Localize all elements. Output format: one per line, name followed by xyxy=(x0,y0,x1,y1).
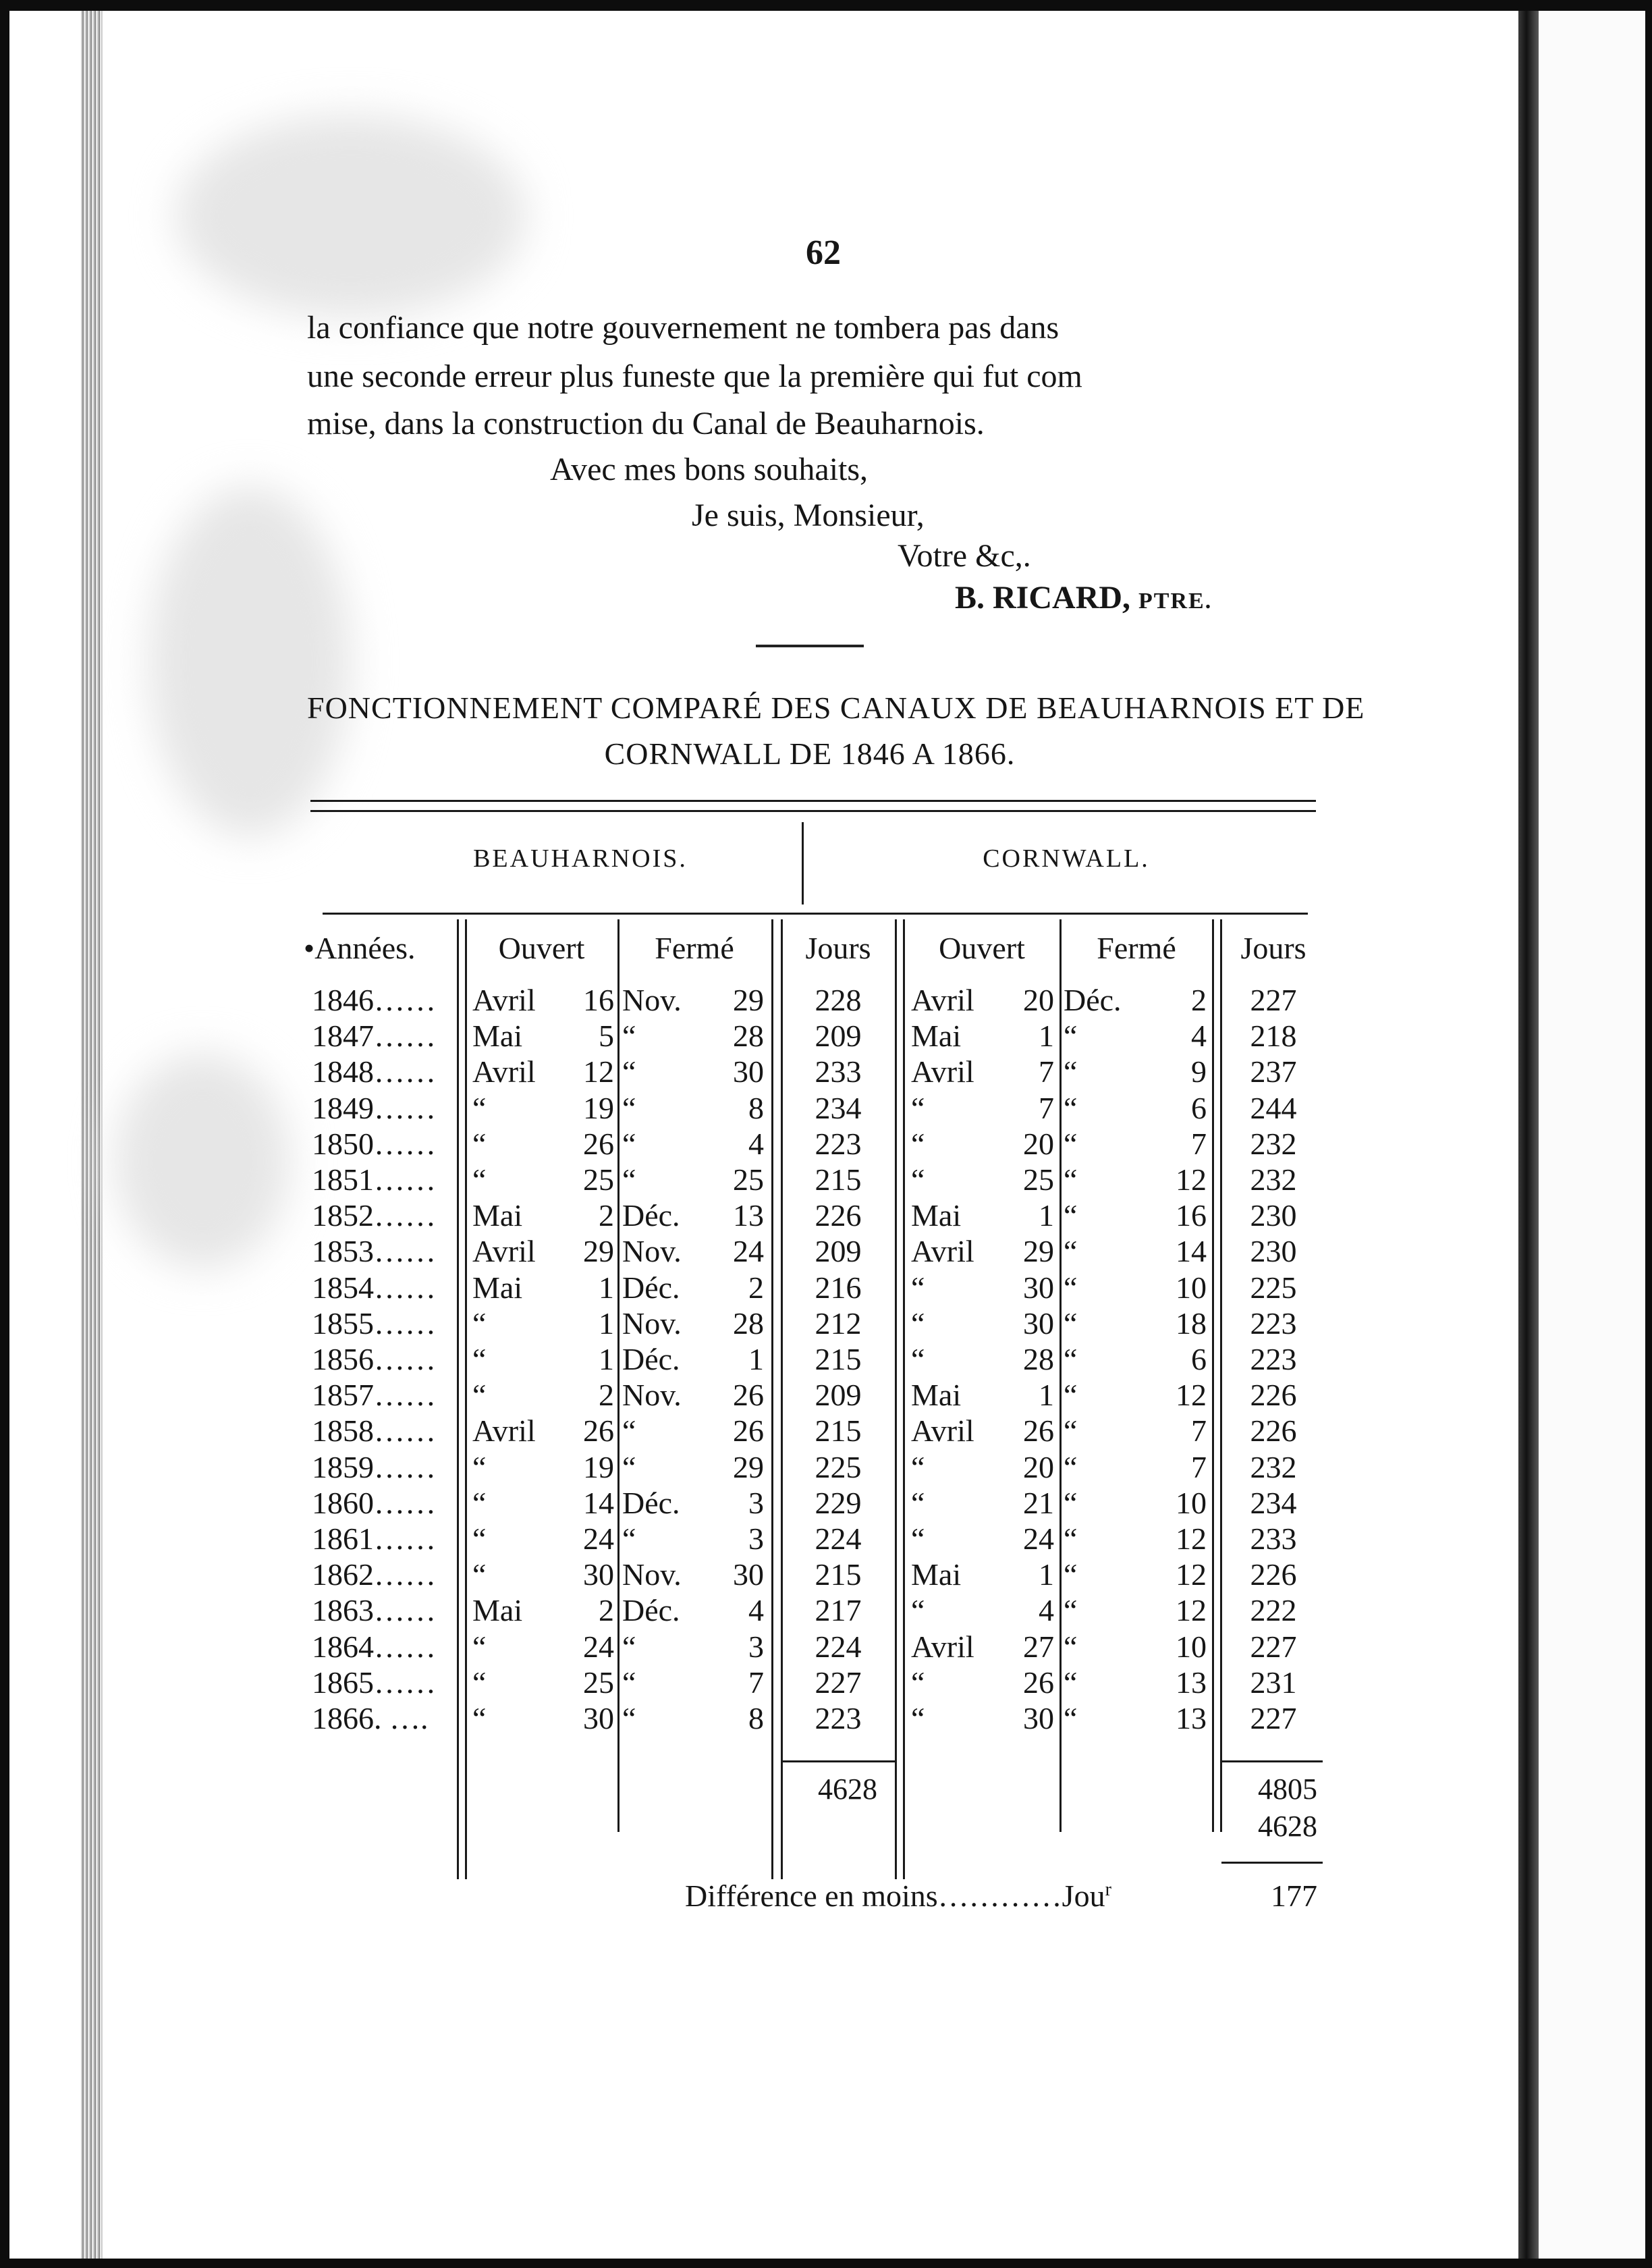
cell-year: 1853…… xyxy=(312,1234,436,1269)
cell-beauharnois-closed-month: “ xyxy=(622,1090,636,1125)
table-row xyxy=(0,982,1652,1018)
cell-cornwall-closed-day: 10 xyxy=(1176,1485,1207,1520)
cell-beauharnois-days: 215 xyxy=(815,1342,862,1376)
cell-beauharnois-days: 223 xyxy=(815,1701,862,1735)
cell-beauharnois-opened-month: Mai xyxy=(472,1593,523,1628)
cell-cornwall-closed-month: “ xyxy=(1064,1378,1078,1413)
cell-cornwall-opened-day: 27 xyxy=(1023,1629,1054,1664)
cell-beauharnois-opened-month: “ xyxy=(472,1521,487,1556)
scan-border-bottom xyxy=(0,2259,1652,2268)
cell-cornwall-closed-day: 13 xyxy=(1176,1701,1207,1735)
cell-cornwall-days: 227 xyxy=(1250,1701,1297,1735)
cell-cornwall-opened-day: 20 xyxy=(1023,1126,1054,1161)
cell-beauharnois-closed-month: Déc. xyxy=(622,1270,680,1305)
cell-cornwall-closed-month: “ xyxy=(1064,1054,1078,1089)
table-row xyxy=(0,1521,1652,1557)
cell-beauharnois-opened-month: Mai xyxy=(472,1270,523,1305)
cell-beauharnois-days: 227 xyxy=(815,1665,862,1700)
cell-cornwall-opened-day: 26 xyxy=(1023,1665,1054,1700)
cell-beauharnois-days: 209 xyxy=(815,1378,862,1413)
cell-cornwall-opened-day: 25 xyxy=(1023,1162,1054,1197)
cell-year: 1852…… xyxy=(312,1198,436,1233)
column-header-cornwall-days: Jours xyxy=(1240,931,1306,965)
cell-beauharnois-days: 228 xyxy=(815,983,862,1017)
cell-cornwall-opened-day: 28 xyxy=(1023,1342,1054,1376)
cell-beauharnois-closed-month: “ xyxy=(622,1019,636,1054)
cell-cornwall-opened-month: Avril xyxy=(911,1413,974,1449)
group-header-beauharnois: BEAUHARNOIS. xyxy=(473,844,688,873)
cell-beauharnois-opened-day: 26 xyxy=(583,1126,614,1161)
section-divider xyxy=(756,645,864,647)
cell-cornwall-closed-day: 18 xyxy=(1176,1305,1207,1341)
cell-beauharnois-opened-day: 5 xyxy=(599,1019,614,1054)
cell-cornwall-closed-day: 16 xyxy=(1176,1198,1207,1233)
cell-beauharnois-closed-month: Nov. xyxy=(622,1305,682,1341)
cell-cornwall-days: 232 xyxy=(1250,1126,1297,1161)
cell-beauharnois-opened-day: 26 xyxy=(583,1413,614,1449)
cell-beauharnois-closed-day: 8 xyxy=(748,1090,764,1125)
table-row xyxy=(0,1270,1652,1305)
cell-cornwall-opened-day: 21 xyxy=(1023,1485,1054,1520)
cell-cornwall-opened-day: 30 xyxy=(1023,1701,1054,1735)
cell-beauharnois-closed-day: 2 xyxy=(748,1270,764,1305)
group-header-cornwall: CORNWALL. xyxy=(983,844,1150,873)
cell-cornwall-days: 231 xyxy=(1250,1665,1297,1700)
cell-cornwall-days: 234 xyxy=(1250,1485,1297,1520)
letter-line: la confiance que notre gouvernement ne tombera pas dans xyxy=(307,310,1059,346)
cell-beauharnois-closed-day: 3 xyxy=(748,1521,764,1556)
cell-cornwall-days: 230 xyxy=(1250,1234,1297,1269)
cell-year: 1858…… xyxy=(312,1413,436,1449)
cell-cornwall-days: 226 xyxy=(1250,1557,1297,1592)
cell-cornwall-closed-day: 9 xyxy=(1191,1054,1207,1089)
cell-beauharnois-closed-month: Déc. xyxy=(622,1198,680,1233)
cell-cornwall-closed-day: 10 xyxy=(1176,1629,1207,1664)
table-row xyxy=(0,1162,1652,1197)
column-header-cornwall-opened: Ouvert xyxy=(939,931,1025,965)
cell-cornwall-opened-month: “ xyxy=(911,1305,925,1341)
column-header-cornwall-closed: Fermé xyxy=(1097,931,1176,965)
cell-cornwall-opened-month: Mai xyxy=(911,1019,962,1054)
cell-beauharnois-opened-month: “ xyxy=(472,1162,487,1197)
cell-year: 1850…… xyxy=(312,1126,436,1161)
cell-cornwall-days: 222 xyxy=(1250,1593,1297,1628)
cell-beauharnois-opened-month: “ xyxy=(472,1342,487,1376)
table-row xyxy=(0,1592,1652,1628)
cell-year: 1847…… xyxy=(312,1019,436,1054)
table-row xyxy=(0,1305,1652,1341)
cell-cornwall-days: 225 xyxy=(1250,1270,1297,1305)
cell-cornwall-opened-day: 24 xyxy=(1023,1521,1054,1556)
cell-beauharnois-closed-month: “ xyxy=(622,1413,636,1449)
cell-cornwall-days: 232 xyxy=(1250,1449,1297,1484)
cell-cornwall-closed-day: 6 xyxy=(1191,1090,1207,1125)
cell-beauharnois-opened-month: “ xyxy=(472,1629,487,1664)
cell-cornwall-days: 244 xyxy=(1250,1090,1297,1125)
table-row xyxy=(0,1018,1652,1054)
cell-cornwall-days: 226 xyxy=(1250,1413,1297,1449)
cell-cornwall-opened-day: 7 xyxy=(1039,1054,1054,1089)
letter-closing: Avec mes bons souhaits, xyxy=(550,452,869,487)
cell-beauharnois-closed-month: “ xyxy=(622,1162,636,1197)
cell-cornwall-opened-day: 1 xyxy=(1039,1198,1054,1233)
cell-cornwall-days: 227 xyxy=(1250,1629,1297,1664)
cell-beauharnois-closed-day: 4 xyxy=(748,1126,764,1161)
cell-beauharnois-closed-month: “ xyxy=(622,1126,636,1161)
cell-beauharnois-closed-day: 4 xyxy=(748,1593,764,1628)
cell-beauharnois-opened-month: “ xyxy=(472,1485,487,1520)
cell-beauharnois-closed-month: “ xyxy=(622,1665,636,1700)
cell-beauharnois-days: 209 xyxy=(815,1019,862,1054)
cell-cornwall-closed-month: “ xyxy=(1064,1305,1078,1341)
cell-cornwall-opened-month: “ xyxy=(911,1162,925,1197)
column-header-beauharnois-closed: Fermé xyxy=(655,931,734,965)
cell-beauharnois-days: 209 xyxy=(815,1234,862,1269)
cell-beauharnois-closed-month: Nov. xyxy=(622,983,682,1017)
cell-beauharnois-opened-month: Avril xyxy=(472,1054,536,1089)
cell-cornwall-days: 227 xyxy=(1250,983,1297,1017)
cell-cornwall-closed-month: “ xyxy=(1064,1593,1078,1628)
group-header-rule xyxy=(323,913,1308,915)
cell-cornwall-days: 232 xyxy=(1250,1162,1297,1197)
table-title: FONCTIONNEMENT COMPARÉ DES CANAUX DE BEAUHARNOIS ET DE xyxy=(307,691,1365,725)
cell-year: 1864…… xyxy=(312,1629,436,1664)
cell-cornwall-opened-day: 7 xyxy=(1039,1090,1054,1125)
table-row xyxy=(0,1233,1652,1269)
cell-beauharnois-opened-day: 1 xyxy=(599,1270,614,1305)
cell-cornwall-opened-month: “ xyxy=(911,1126,925,1161)
cell-beauharnois-closed-day: 30 xyxy=(733,1054,764,1089)
cell-cornwall-days: 218 xyxy=(1250,1019,1297,1054)
cell-cornwall-closed-month: “ xyxy=(1064,1126,1078,1161)
cell-beauharnois-opened-month: Avril xyxy=(472,983,536,1017)
cell-beauharnois-opened-month: “ xyxy=(472,1701,487,1735)
cell-cornwall-closed-day: 7 xyxy=(1191,1413,1207,1449)
cell-cornwall-closed-day: 14 xyxy=(1176,1234,1207,1269)
table-row xyxy=(0,1341,1652,1377)
cell-cornwall-days: 237 xyxy=(1250,1054,1297,1089)
cell-cornwall-closed-month: “ xyxy=(1064,1270,1078,1305)
letter-line: une seconde erreur plus funeste que la première qui fut com xyxy=(307,358,1082,394)
table-rule-top-double xyxy=(310,810,1316,812)
cell-cornwall-closed-day: 12 xyxy=(1176,1162,1207,1197)
cell-year: 1863…… xyxy=(312,1593,436,1628)
cell-beauharnois-days: 215 xyxy=(815,1162,862,1197)
cell-beauharnois-closed-month: Déc. xyxy=(622,1593,680,1628)
cell-cornwall-closed-day: 10 xyxy=(1176,1270,1207,1305)
cell-cornwall-days: 226 xyxy=(1250,1378,1297,1413)
cell-cornwall-opened-month: “ xyxy=(911,1090,925,1125)
cell-cornwall-opened-month: “ xyxy=(911,1593,925,1628)
cell-cornwall-closed-day: 4 xyxy=(1191,1019,1207,1054)
cell-beauharnois-days: 229 xyxy=(815,1485,862,1520)
cell-cornwall-opened-month: “ xyxy=(911,1521,925,1556)
cell-year: 1849…… xyxy=(312,1090,436,1125)
cell-beauharnois-closed-month: “ xyxy=(622,1521,636,1556)
cell-beauharnois-closed-day: 24 xyxy=(733,1234,764,1269)
cell-beauharnois-days: 215 xyxy=(815,1413,862,1449)
cell-beauharnois-opened-day: 2 xyxy=(599,1198,614,1233)
column-header-beauharnois-opened: Ouvert xyxy=(498,931,585,965)
cell-cornwall-opened-day: 26 xyxy=(1023,1413,1054,1449)
cell-cornwall-days: 233 xyxy=(1250,1521,1297,1556)
cell-cornwall-opened-day: 1 xyxy=(1039,1019,1054,1054)
cell-beauharnois-closed-day: 28 xyxy=(733,1305,764,1341)
cell-beauharnois-opened-day: 25 xyxy=(583,1665,614,1700)
cell-year: 1846…… xyxy=(312,983,436,1017)
difference-label-superscript: r xyxy=(1105,1879,1111,1900)
table-row xyxy=(0,1197,1652,1233)
cell-beauharnois-opened-day: 29 xyxy=(583,1234,614,1269)
cell-beauharnois-opened-month: Mai xyxy=(472,1198,523,1233)
cell-beauharnois-closed-month: “ xyxy=(622,1701,636,1735)
cell-beauharnois-closed-day: 3 xyxy=(748,1629,764,1664)
cell-beauharnois-opened-month: Mai xyxy=(472,1019,523,1054)
cell-cornwall-opened-day: 29 xyxy=(1023,1234,1054,1269)
cell-cornwall-closed-month: “ xyxy=(1064,1234,1078,1269)
table-row xyxy=(0,1126,1652,1162)
cell-beauharnois-opened-day: 30 xyxy=(583,1557,614,1592)
cell-cornwall-opened-day: 1 xyxy=(1039,1557,1054,1592)
cell-beauharnois-closed-day: 28 xyxy=(733,1019,764,1054)
cell-beauharnois-closed-month: Nov. xyxy=(622,1557,682,1592)
table-row xyxy=(0,1485,1652,1521)
cell-cornwall-closed-day: 12 xyxy=(1176,1593,1207,1628)
cell-beauharnois-closed-day: 7 xyxy=(748,1665,764,1700)
cell-cornwall-closed-day: 12 xyxy=(1176,1521,1207,1556)
cell-cornwall-opened-day: 20 xyxy=(1023,1449,1054,1484)
cell-cornwall-closed-month: “ xyxy=(1064,1198,1078,1233)
cell-beauharnois-closed-day: 13 xyxy=(733,1198,764,1233)
cell-beauharnois-days: 226 xyxy=(815,1198,862,1233)
cell-beauharnois-opened-month: “ xyxy=(472,1090,487,1125)
cell-beauharnois-days: 215 xyxy=(815,1557,862,1592)
cell-beauharnois-opened-day: 1 xyxy=(599,1305,614,1341)
cell-beauharnois-opened-day: 2 xyxy=(599,1593,614,1628)
cell-year: 1866. …. xyxy=(312,1701,429,1735)
totals-rule xyxy=(1221,1862,1323,1864)
cell-beauharnois-opened-month: Avril xyxy=(472,1413,536,1449)
cell-year: 1865…… xyxy=(312,1665,436,1700)
cell-cornwall-closed-month: Déc. xyxy=(1064,983,1122,1017)
letter-line: mise, dans la construction du Canal de Beauharnois. xyxy=(307,406,985,441)
cell-beauharnois-days: 212 xyxy=(815,1305,862,1341)
table-row xyxy=(0,1629,1652,1665)
cell-cornwall-opened-month: “ xyxy=(911,1485,925,1520)
letter-salutation: Je suis, Monsieur, xyxy=(692,497,925,533)
cell-beauharnois-opened-day: 1 xyxy=(599,1342,614,1376)
cell-beauharnois-days: 224 xyxy=(815,1521,862,1556)
cell-cornwall-opened-month: Avril xyxy=(911,1629,974,1664)
signature-suffix: PTRE. xyxy=(1138,589,1213,614)
cell-beauharnois-closed-day: 26 xyxy=(733,1413,764,1449)
table-row xyxy=(0,1665,1652,1700)
cell-cornwall-opened-day: 4 xyxy=(1039,1593,1054,1628)
cell-beauharnois-opened-month: Avril xyxy=(472,1234,536,1269)
table-title-line2: CORNWALL DE 1846 A 1866. xyxy=(604,736,1016,771)
cell-cornwall-closed-month: “ xyxy=(1064,1019,1078,1054)
cell-beauharnois-closed-day: 25 xyxy=(733,1162,764,1197)
cell-year: 1855…… xyxy=(312,1305,436,1341)
cell-cornwall-closed-day: 7 xyxy=(1191,1449,1207,1484)
paper-stain xyxy=(148,486,351,837)
cell-year: 1861…… xyxy=(312,1521,436,1556)
cell-cornwall-closed-month: “ xyxy=(1064,1485,1078,1520)
cell-cornwall-opened-month: “ xyxy=(911,1701,925,1735)
table-row xyxy=(0,1700,1652,1736)
totals-rule xyxy=(1221,1760,1323,1762)
column-header-beauharnois-days: Jours xyxy=(805,931,871,965)
cell-cornwall-opened-month: Avril xyxy=(911,1054,974,1089)
cell-cornwall-opened-day: 1 xyxy=(1039,1378,1054,1413)
cell-cornwall-closed-month: “ xyxy=(1064,1162,1078,1197)
cell-beauharnois-opened-day: 25 xyxy=(583,1162,614,1197)
cell-beauharnois-opened-month: “ xyxy=(472,1665,487,1700)
cell-cornwall-closed-month: “ xyxy=(1064,1701,1078,1735)
cell-cornwall-opened-month: Avril xyxy=(911,1234,974,1269)
table-row xyxy=(0,1054,1652,1089)
cell-beauharnois-closed-month: Déc. xyxy=(622,1342,680,1376)
cell-cornwall-closed-day: 13 xyxy=(1176,1665,1207,1700)
table-rule-top xyxy=(310,800,1316,802)
cell-beauharnois-opened-day: 19 xyxy=(583,1449,614,1484)
signature-name: B. RICARD, xyxy=(955,580,1131,616)
cell-beauharnois-opened-month: “ xyxy=(472,1305,487,1341)
letter-sign-off: Votre &c,. xyxy=(898,538,1031,574)
total-cornwall-subtracted: 4628 xyxy=(1258,1810,1317,1843)
cell-cornwall-opened-month: “ xyxy=(911,1665,925,1700)
table-row xyxy=(0,1557,1652,1592)
cell-beauharnois-closed-month: “ xyxy=(622,1054,636,1089)
cell-beauharnois-opened-day: 30 xyxy=(583,1701,614,1735)
table-row xyxy=(0,1377,1652,1413)
cell-beauharnois-opened-month: “ xyxy=(472,1557,487,1592)
cell-year: 1851…… xyxy=(312,1162,436,1197)
cell-cornwall-opened-month: Mai xyxy=(911,1557,962,1592)
cell-beauharnois-opened-day: 12 xyxy=(583,1054,614,1089)
cell-beauharnois-closed-day: 30 xyxy=(733,1557,764,1592)
cell-beauharnois-opened-day: 14 xyxy=(583,1485,614,1520)
cell-cornwall-closed-day: 7 xyxy=(1191,1126,1207,1161)
cell-beauharnois-opened-day: 16 xyxy=(583,983,614,1017)
cell-cornwall-days: 230 xyxy=(1250,1198,1297,1233)
cell-cornwall-opened-day: 30 xyxy=(1023,1270,1054,1305)
cell-cornwall-opened-month: “ xyxy=(911,1342,925,1376)
cell-beauharnois-closed-day: 29 xyxy=(733,1449,764,1484)
scan-border-top xyxy=(0,0,1652,11)
cell-beauharnois-closed-month: Nov. xyxy=(622,1234,682,1269)
cell-beauharnois-opened-day: 24 xyxy=(583,1629,614,1664)
cell-cornwall-closed-day: 12 xyxy=(1176,1557,1207,1592)
cell-beauharnois-opened-day: 24 xyxy=(583,1521,614,1556)
table-row xyxy=(0,1413,1652,1449)
cell-beauharnois-days: 233 xyxy=(815,1054,862,1089)
cell-beauharnois-opened-day: 2 xyxy=(599,1378,614,1413)
cell-cornwall-closed-day: 6 xyxy=(1191,1342,1207,1376)
cell-cornwall-days: 223 xyxy=(1250,1305,1297,1341)
cell-beauharnois-closed-day: 26 xyxy=(733,1378,764,1413)
cell-beauharnois-closed-month: “ xyxy=(622,1629,636,1664)
cell-cornwall-opened-month: “ xyxy=(911,1449,925,1484)
cell-beauharnois-days: 217 xyxy=(815,1593,862,1628)
cell-cornwall-days: 223 xyxy=(1250,1342,1297,1376)
letter-signature xyxy=(955,579,1212,616)
cell-cornwall-opened-day: 30 xyxy=(1023,1305,1054,1341)
page-number: 62 xyxy=(806,234,841,272)
cell-year: 1848…… xyxy=(312,1054,436,1089)
cell-cornwall-closed-month: “ xyxy=(1064,1449,1078,1484)
cell-cornwall-closed-month: “ xyxy=(1064,1342,1078,1376)
table-row xyxy=(0,1090,1652,1126)
total-beauharnois-days: 4628 xyxy=(818,1773,877,1806)
cell-cornwall-closed-month: “ xyxy=(1064,1629,1078,1664)
cell-cornwall-opened-month: “ xyxy=(911,1270,925,1305)
cell-cornwall-closed-month: “ xyxy=(1064,1413,1078,1449)
cell-beauharnois-days: 225 xyxy=(815,1449,862,1484)
cell-beauharnois-opened-month: “ xyxy=(472,1378,487,1413)
cell-cornwall-closed-day: 12 xyxy=(1176,1378,1207,1413)
cell-beauharnois-opened-month: “ xyxy=(472,1126,487,1161)
cell-cornwall-closed-day: 2 xyxy=(1191,983,1207,1017)
cell-cornwall-opened-month: Mai xyxy=(911,1378,962,1413)
difference-line xyxy=(685,1878,1111,1914)
cell-beauharnois-closed-month: “ xyxy=(622,1449,636,1484)
cell-beauharnois-closed-day: 29 xyxy=(733,983,764,1017)
cell-year: 1856…… xyxy=(312,1342,436,1376)
cell-year: 1854…… xyxy=(312,1270,436,1305)
cell-beauharnois-closed-month: Nov. xyxy=(622,1378,682,1413)
totals-rule xyxy=(783,1760,895,1762)
cell-beauharnois-opened-day: 19 xyxy=(583,1090,614,1125)
paper-stain xyxy=(175,115,526,317)
cell-beauharnois-days: 224 xyxy=(815,1629,862,1664)
cell-beauharnois-closed-month: Déc. xyxy=(622,1485,680,1520)
cell-beauharnois-opened-month: “ xyxy=(472,1449,487,1484)
cell-beauharnois-closed-day: 3 xyxy=(748,1485,764,1520)
cell-cornwall-opened-month: Avril xyxy=(911,983,974,1017)
cell-year: 1860…… xyxy=(312,1485,436,1520)
cell-cornwall-closed-month: “ xyxy=(1064,1090,1078,1125)
column-header-year: •Années. xyxy=(304,931,416,965)
table-row xyxy=(0,1449,1652,1485)
cell-beauharnois-days: 216 xyxy=(815,1270,862,1305)
cell-beauharnois-closed-day: 1 xyxy=(748,1342,764,1376)
cell-beauharnois-closed-day: 8 xyxy=(748,1701,764,1735)
cell-year: 1859…… xyxy=(312,1449,436,1484)
cell-beauharnois-days: 223 xyxy=(815,1126,862,1161)
difference-label: Différence en moins…………Jou xyxy=(685,1879,1105,1913)
cell-year: 1862…… xyxy=(312,1557,436,1592)
total-cornwall-days: 4805 xyxy=(1258,1773,1317,1806)
cell-beauharnois-days: 234 xyxy=(815,1090,862,1125)
cell-cornwall-closed-month: “ xyxy=(1064,1557,1078,1592)
cell-cornwall-closed-month: “ xyxy=(1064,1521,1078,1556)
difference-value: 177 xyxy=(1271,1879,1317,1913)
cell-cornwall-closed-month: “ xyxy=(1064,1665,1078,1700)
cell-cornwall-opened-month: Mai xyxy=(911,1198,962,1233)
group-divider xyxy=(802,822,804,905)
cell-cornwall-opened-day: 20 xyxy=(1023,983,1054,1017)
cell-year: 1857…… xyxy=(312,1378,436,1413)
